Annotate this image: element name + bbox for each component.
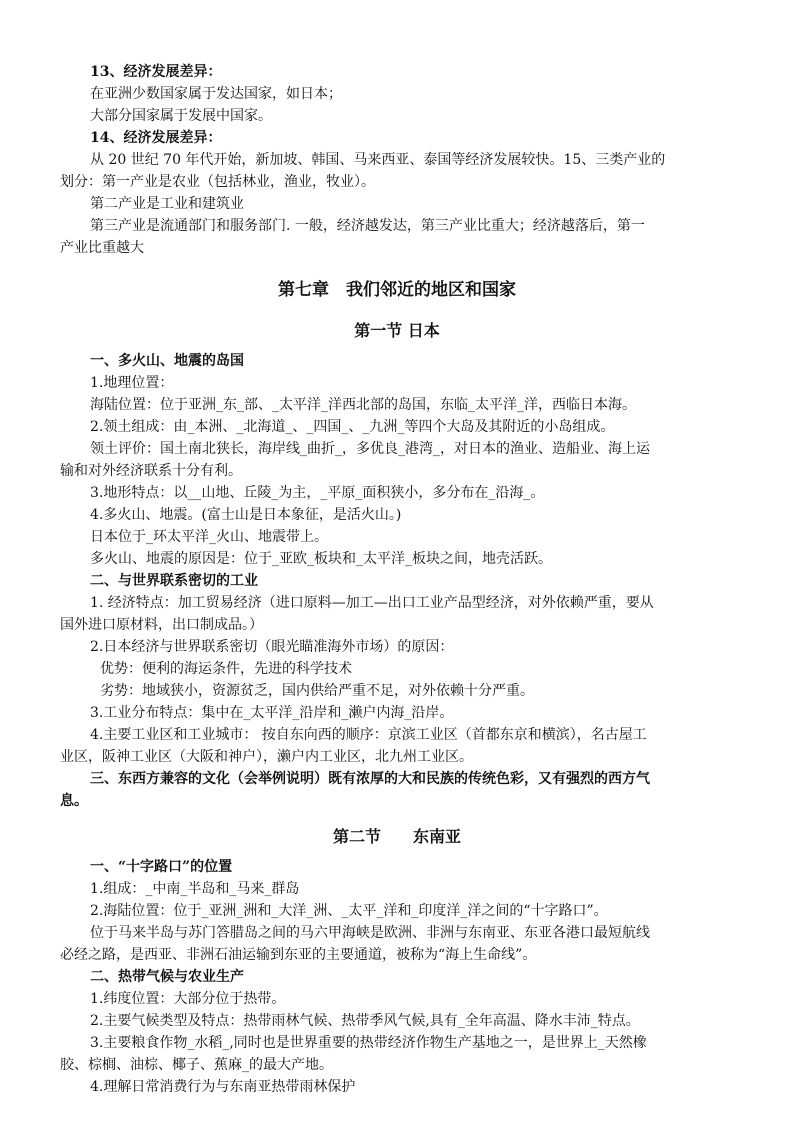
text-line: 产业比重越大 (60, 240, 144, 256)
text-line: 1.组成：_中南_半岛和_马来_群岛 (90, 881, 300, 897)
text-line: 4.多火山、地震。(富士山是日本象征，是活火山。) (90, 507, 402, 523)
text-line: 日本位于_环太平洋_火山、地震带上。 (90, 529, 328, 545)
text-line: 业区，阪神工业区（大阪和神户），濑户内工业区，北九州工业区。 (60, 749, 473, 765)
text-line: 2.日本经济与世界联系密切（眼光瞄准海外市场）的原因： (90, 639, 454, 655)
heading-14: 14、经济发展差异： (90, 130, 222, 146)
text-line: 领土评价：国土南北狭长，海岸线_曲折_，多优良_港湾_，对日本的渔业、造船业、海上运 (90, 441, 650, 457)
text-line: 胶、棕榈、油棕、椰子、蕉麻_的最大产地。 (60, 1057, 333, 1073)
text-line: 大部分国家属于发展中国家。 (90, 108, 272, 124)
text-line: 划分：第一产业是农业（包括林业，渔业，牧业）。 (60, 174, 375, 190)
text-line: 输和对外经济联系十分有利。 (60, 463, 242, 479)
chapter-title: 第七章 我们邻近的地区和国家 (278, 280, 516, 300)
subheading: 二、与世界联系密切的工业 (90, 573, 258, 589)
text-line: 必经之路，是西亚、非洲石油运输到东亚的主要通道，被称为“海上生命线”。 (60, 947, 537, 963)
text-line: 4.理解日常消费行为与东南亚热带雨林保护 (90, 1079, 356, 1095)
text-line: 多火山、地震的原因是：位于_亚欧_板块和_太平洋_板块之间，地壳活跃。 (90, 551, 552, 567)
text-line: 3.工业分布特点：集中在_太平洋_沿岸和_濑户内海_沿岸。 (90, 705, 454, 721)
text-line: 2.海陆位置：位于_亚洲_洲和_大洋_洲、_太平_洋和_印度洋_洋之间的“十字路口”。 (90, 903, 608, 919)
text-line: 第二产业是工业和建筑业 (90, 196, 244, 212)
text-line: 从 20 世纪 70 年代开始，新加坡、韩国、马来西亚、泰国等经济发展较快。15、三类产业的 (90, 152, 666, 168)
text-line: 2.领土组成：由_本洲、_北海道_、_四国_、_九洲_等四个大岛及其附近的小岛组成。 (90, 419, 615, 435)
text-line: 2.主要气候类型及特点：热带雨林气候、热带季风气候,具有_全年高温、降水丰沛_特点。 (90, 1013, 640, 1029)
text-line: 国外进口原材料，出口制成品。） (60, 617, 263, 633)
text-line: 1. 经济特点：加工贸易经济（进口原料—加工—出口工业产品型经济，对外依赖严重，要从 (90, 595, 654, 611)
subheading: 一、多火山、地震的岛国 (90, 353, 244, 369)
heading-13: 13、经济发展差异： (90, 64, 222, 80)
text-line: 位于马来半岛与苏门答腊岛之间的马六甲海峡是欧洲、非洲与东南亚、东亚各港口最短航线 (90, 925, 650, 941)
text-line: 3.主要粮食作物_水稻_,同时也是世界重要的热带经济作物生产基地之一，是世界上_天然橡 (90, 1035, 647, 1051)
text-line: 劣势：地域狭小，资源贫乏，国内供给严重不足，对外依赖十分严重。 (100, 683, 534, 699)
text-line: 优势：便利的海运条件，先进的科学技术 (100, 661, 352, 677)
text-line: 1.纬度位置：大部分位于热带。 (90, 991, 286, 1007)
section-title-southeast-asia: 第二节 东南亚 (332, 827, 461, 846)
text-line: 海陆位置：位于亚洲_东_部、_太平洋_洋西北部的岛国，东临_太平洋_洋，西临日本海。 (90, 397, 636, 413)
subheading: 一、“十字路口”的位置 (90, 859, 233, 875)
section-title-japan: 第一节 日本 (354, 321, 440, 340)
text-line: 1.地理位置： (90, 375, 174, 391)
text-line: 3.地形特点：以__山地、丘陵_为主，_平原_面积狭小，多分布在_沿海_。 (90, 485, 545, 501)
subheading: 息。 (60, 793, 88, 809)
text-line: 在亚洲少数国家属于发达国家，如日本； (90, 86, 342, 102)
subheading: 二、热带气候与农业生产 (90, 969, 244, 985)
text-line: 第三产业是流通部门和服务部门. 一般，经济越发达，第三产业比重大；经济越落后，第一 (90, 218, 645, 234)
subheading: 三、东西方兼容的文化（会举例说明）既有浓厚的大和民族的传统色彩，又有强烈的西方气 (90, 771, 650, 787)
text-line: 4.主要工业区和工业城市： 按自东向西的顺序：京滨工业区（首都东京和横滨），名古屋工 (90, 727, 647, 743)
